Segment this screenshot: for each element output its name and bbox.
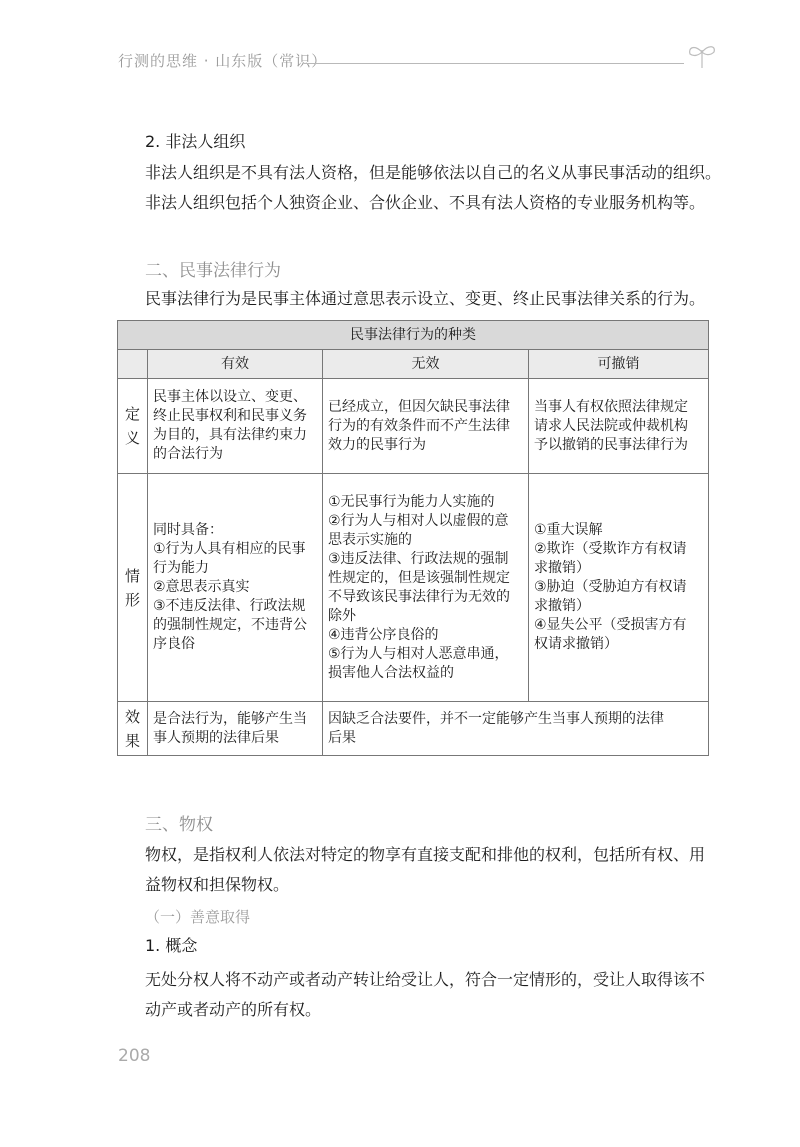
header-rule [304,63,684,64]
paragraph: 民事法律行为是民事主体通过意思表示设立、变更、终止民事法律关系的行为。 [145,289,706,308]
paragraph: 非法人组织是不具有法人资格，但是能够依法以自己的名义从事民事活动的组织。 [145,163,722,182]
paragraph: 动产或者动产的所有权。 [145,1000,322,1019]
subheading-concept: 1. 概念 [145,936,198,955]
subheading-nonlegal: 2. 非法人组织 [145,132,246,151]
row-label: 效 果 [118,702,148,756]
table-row [118,702,709,756]
row-label: 情 形 [118,474,148,702]
section-title: 二、民事法律行为 [145,261,281,281]
table-cell: 当事人有权依照法律规定 请求人民法院或仲裁机构 予以撤销的民事法律行为 [529,379,709,474]
table-title: 民事法律行为的种类 [118,321,709,350]
civil-act-types-table [117,320,709,756]
table-cell: ①重大误解 ②欺诈（受欺诈方有权请 求撤销） ③胁迫（受胁迫方有权请 求撤销） ④显失公平（受损害方有 权请求撤销） [529,474,709,702]
table-cell: 同时具备： ①行为人具有相应的民事 行为能力 ②意思表示真实 ③不违反法律、行政法规 的强制性规定，不违背公 序良俗 [148,474,323,702]
table-cell: ①无民事行为能力人实施的 ②行为人与相对人以虚假的意 思表示实施的 ③违反法律、行政法规的强制 性规定的，但是该强制性规定 不导致该民事法律行为无效的 除外 ④违背公序良俗的 ⑤行为人与相对人恶意串通， 损害他人合法权益的 [323,474,529,702]
paragraph: 益物权和担保物权。 [145,875,290,894]
section-title: 三、物权 [145,815,213,835]
subsection-title: （一）善意取得 [145,908,251,926]
column-header: 有效 [148,350,323,379]
page-number: 208 [118,1046,151,1066]
table-row [118,379,709,474]
paragraph: 物权，是指权利人依法对特定的物享有直接支配和排他的权利，包括所有权、用 [145,845,706,864]
sprout-icon [682,40,722,70]
row-label: 定 义 [118,379,148,474]
table-corner [118,350,148,379]
running-header: 行测的思维 · 山东版（常识） [118,52,328,70]
column-header: 无效 [323,350,529,379]
table-cell: 是合法行为，能够产生当 事人预期的法律后果 [148,702,323,756]
table-cell: 因缺乏合法要件，并不一定能够产生当事人预期的法律 后果 [323,702,709,756]
table-cell: 已经成立，但因欠缺民事法律 行为的有效条件而不产生法律 效力的民事行为 [323,379,529,474]
paragraph: 无处分权人将不动产或者动产转让给受让人，符合一定情形的，受让人取得该不 [145,970,706,989]
table-cell: 民事主体以设立、变更、 终止民事权利和民事义务 为目的，具有法律约束力 的合法行为 [148,379,323,474]
paragraph: 非法人组织包括个人独资企业、合伙企业、不具有法人资格的专业服务机构等。 [145,193,706,212]
column-header: 可撤销 [529,350,709,379]
table-row [118,474,709,702]
